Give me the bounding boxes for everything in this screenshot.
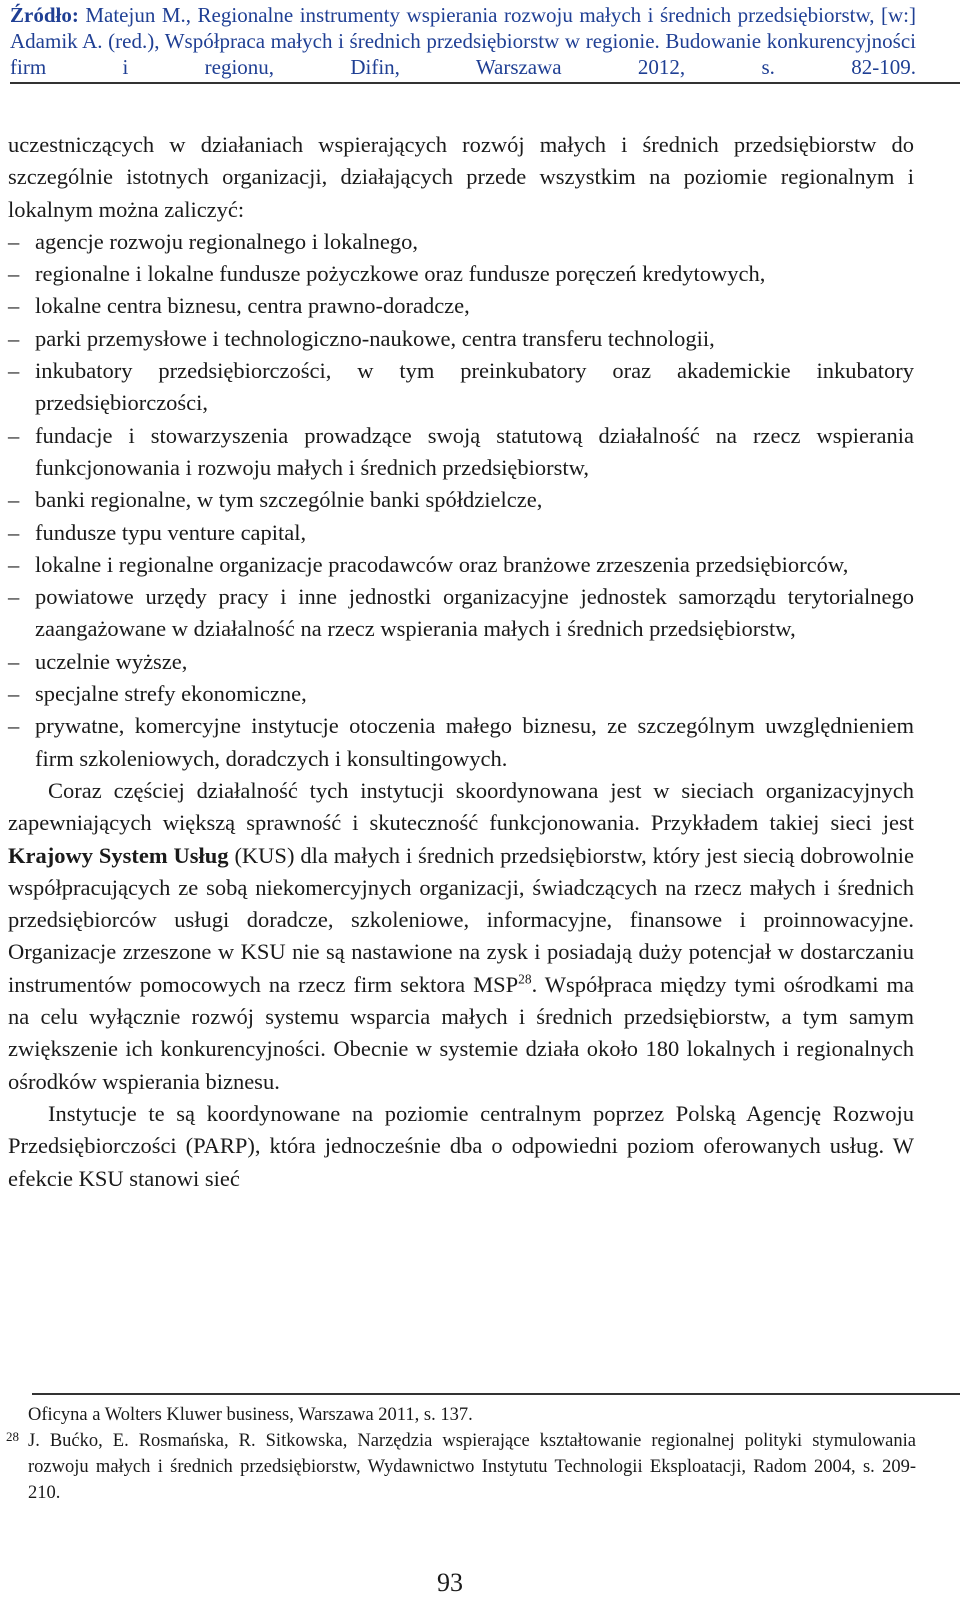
footnote-number-28: 28: [6, 1429, 19, 1444]
ksu-text-start: Coraz częściej działalność tych instytucji skoordynowana jest w sieciach organizacyjnych zapewniających większą sprawność i skuteczność funkcjonowania. Przykładem takiej sieci jest: [8, 777, 914, 836]
list-item: [8, 355, 914, 420]
list-item: [8, 258, 914, 290]
list-item: [8, 323, 914, 355]
list-item-text: lokalne i regionalne organizacje pracodawców oraz branżowe zrzeszenia przedsiębiorców,: [35, 551, 849, 577]
list-item-text: prywatne, komercyjne instytucje otoczenia małego biznesu, ze szczególnym uwzględnieniem firm szkoleniowych, doradczych i konsultingowych.: [35, 713, 914, 771]
source-label: Źródło:: [10, 3, 79, 27]
list-item-text: uczelnie wyższe,: [35, 648, 188, 674]
dash-bullet: –: [8, 325, 20, 351]
list-item-text: regionalne i lokalne fundusze pożyczkowe oraz fundusze poręczeń kredytowych,: [35, 261, 766, 287]
list-item-text: agencje rozwoju regionalnego i lokalnego,: [35, 228, 418, 254]
footnote-rule: [32, 1393, 960, 1395]
list-item-text: lokalne centra biznesu, centra prawno-doradcze,: [35, 293, 470, 319]
parp-paragraph: Instytucje te są koordynowane na poziomie centralnym poprzez Polską Agencję Rozwoju Przedsiębiorczości (PARP), która jednocześnie dba o odpowiedni poziom oferowanych usług. W efekcie KSU stanowi sieć: [8, 1100, 914, 1191]
dash-bullet: –: [8, 519, 20, 545]
source-citation: [10, 2, 916, 80]
intro-paragraph: uczestniczących w działaniach wspierających rozwój małych i średnich przedsiębiorstw do szczególnie istotnych organizacji, działających przede wszystkim na poziomie regionalnym i lokalnym można zaliczyć:: [8, 132, 914, 222]
list-item-text: fundacje i stowarzyszenia prowadzące swoją statutową działalność na rzecz wspierania funkcjonowania i rozwoju małych i średnich przedsiębiorstw,: [35, 422, 914, 480]
dash-bullet: –: [8, 551, 20, 577]
list-item-text: fundusze typu venture capital,: [35, 519, 307, 545]
main-text: [8, 129, 914, 1195]
footnote-ref-28[interactable]: 28: [518, 971, 532, 987]
list-item: [8, 646, 914, 678]
footnote-28: J. Bućko, E. Rosmańska, R. Sitkowska, Narzędzia wspierające kształtowanie regionalnej polityki stymulowania rozwoju małych i średnich przedsiębiorstw, Wydawnictwo Instytutu Technologii Eksploatacji, Radom 2004, s. 209-210.: [28, 1431, 916, 1503]
dash-bullet: –: [8, 713, 20, 739]
dash-bullet: –: [8, 228, 20, 254]
list-item-text: powiatowe urzędy pracy i inne jednostki organizacyjne jednostek samorządu terytorialnego zaangażowane w działalność na rzecz wspierania małych i średnich przedsiębiorstw,: [35, 584, 914, 642]
list-item: [8, 420, 914, 485]
list-item: [8, 226, 914, 258]
dash-bullet: –: [8, 681, 20, 707]
dash-bullet: –: [8, 358, 20, 384]
list-item: [8, 484, 914, 516]
list-item: [8, 678, 914, 710]
list-item-text: parki przemysłowe i technologiczno-naukowe, centra transferu technologii,: [35, 325, 715, 351]
ksu-bold-name: Krajowy System Usług: [8, 842, 229, 868]
list-item: [8, 517, 914, 549]
page-number: 93: [437, 1568, 463, 1597]
dash-bullet: –: [8, 422, 20, 448]
dash-bullet: –: [8, 648, 20, 674]
dash-bullet: –: [8, 584, 20, 610]
list-item-text: inkubatory przedsiębiorczości, w tym preinkubatory oraz akademickie inkubatory przedsiębiorczości,: [35, 358, 914, 416]
source-text: Matejun M., Regionalne instrumenty wspierania rozwoju małych i średnich przedsiębiorstw, [w:] Adamik A. (red.), Współpraca małych i średnich przedsiębiorstw w regionie. Budowanie konkurencyjności firm i regionu, Difin, Warszawa 2012, s. 82-109.: [10, 3, 916, 79]
list-item: [8, 290, 914, 322]
footnote-continuation: Oficyna a Wolters Kluwer business, Warszawa 2011, s. 137.: [28, 1405, 473, 1425]
header-rule: [10, 82, 960, 84]
list-item-text: banki regionalne, w tym szczególnie banki spółdzielcze,: [35, 487, 543, 513]
ksu-paragraph: [8, 775, 914, 1098]
dash-bullet: –: [8, 293, 20, 319]
list-item: [8, 549, 914, 581]
dash-bullet: –: [8, 261, 20, 287]
footnotes: [6, 1402, 916, 1506]
ksu-text-end: . Współpraca między tymi ośrodkami ma na celu wyłącznie rozwój systemu wsparcia małych i średnich przedsiębiorstw, a tym samym zwiększenie ich konkurencyjności. Obecnie w systemie działa około 180 lokalnych i regionalnych ośrodków wspierania biznesu.: [8, 971, 914, 1094]
ksu-text-middle: (KUS) dla małych i średnich przedsiębiorstw, który jest siecią dobrowolnie współpracujących ze sobą niekomercyjnych organizacji, świadczących na rzecz małych i średnich przedsiębiorców usługi doradcze, szkoleniowe, informacyjne, finansowe i proinnowacyjne. Organizacje zrzeszone w KSU nie są nastawione na zysk i posiadają duży potencjał w dostarczaniu instrumentów pomocowych na rzecz firm sektora MSP: [8, 842, 915, 997]
institutions-list: [8, 226, 914, 775]
list-item: [8, 581, 914, 646]
list-item: [8, 710, 914, 775]
list-item-text: specjalne strefy ekonomiczne,: [35, 681, 307, 707]
dash-bullet: –: [8, 487, 20, 513]
